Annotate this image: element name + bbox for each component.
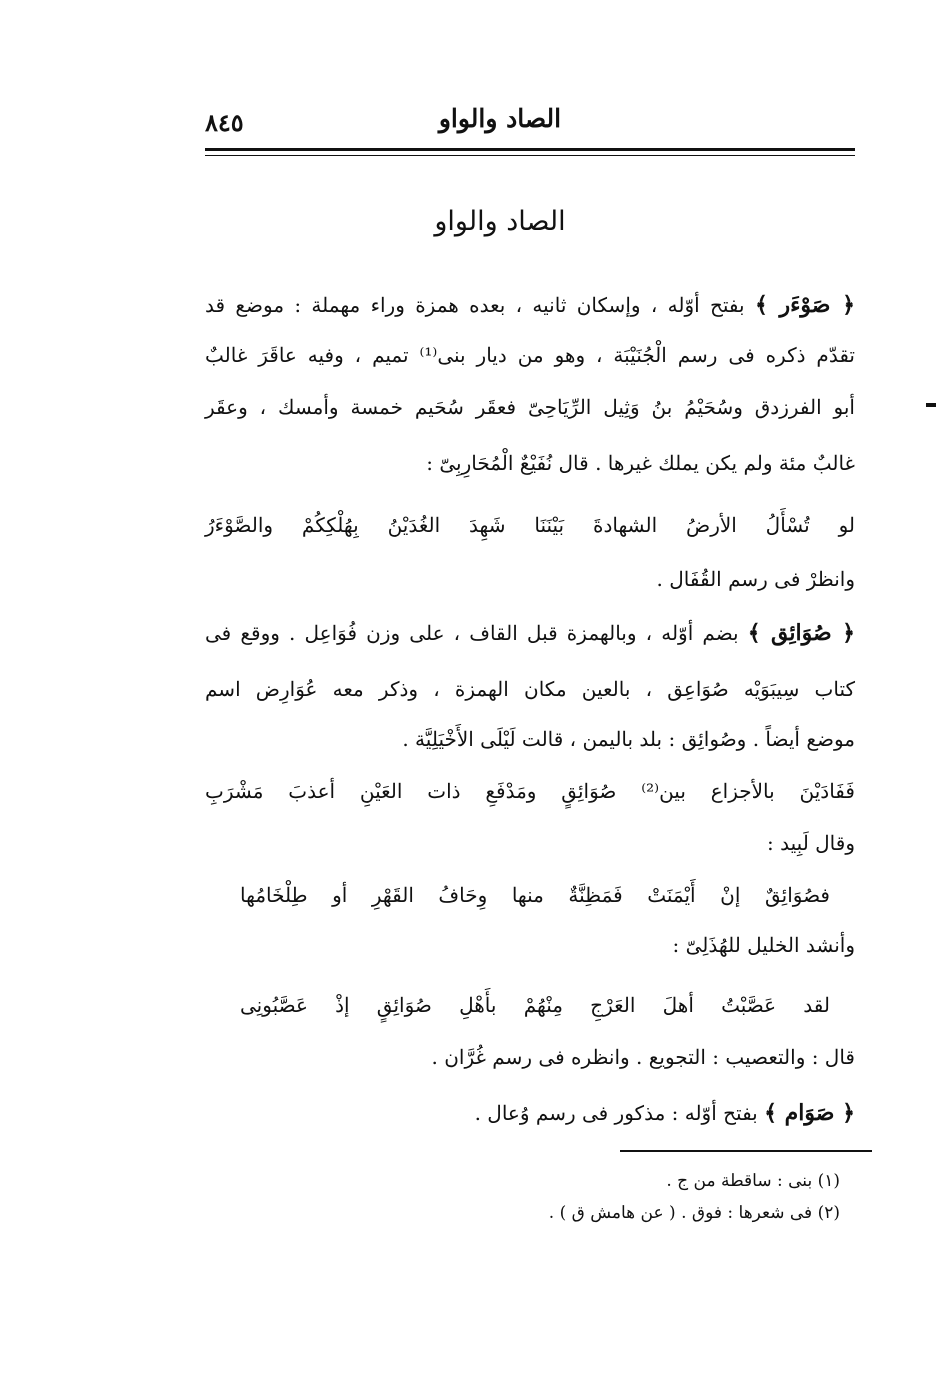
verse-line [205, 776, 855, 806]
line-text: فَفَادَيْنَ بالأجزاع بين⁽²⁾ صُوَائِقٍ ومَدْفَعِ ذات العَيْنِ أعذبَ مَشْرَبِ [205, 779, 855, 803]
page-number: ٨٤٥ [205, 108, 244, 137]
text-line [430, 1042, 855, 1072]
text-line [390, 448, 855, 478]
line-text: بفتح أوّله ، وإسكان ثانيه ، بعده همزة وراء مهملة : موضع قد [205, 293, 755, 317]
text-line [205, 618, 855, 648]
text-line [730, 828, 855, 858]
text-line [205, 290, 855, 320]
entry-headword: ﴿ صُوَائِق ﴾ [747, 620, 856, 646]
header-rule-thin [205, 155, 855, 156]
text-line [205, 340, 855, 370]
verse-line [240, 990, 830, 1020]
text-line [650, 930, 855, 960]
line-text: تقدّم ذكره فى رسم الْجُنَيْبَة ، وهو من ديار بنى⁽¹⁾ تميم ، وفيه عاقَرَ غالبٌ [205, 343, 856, 367]
line-text: وأنشد الخليل للهُذَلِىّ : [672, 933, 855, 957]
header-rule [205, 148, 855, 151]
text-line [640, 564, 855, 594]
line-text: فصُوَائِقٌ إنْ أَيْمَنَتْ فَمَظِنَّةٌ منها وِحَافُ القَهْرِ أو طِلْخَامُها [240, 883, 830, 907]
line-text: غالبٌ مئة ولم يكن يملك غيرها . قال نُفَيْعٌ الْمُحَارِبِىّ : [426, 451, 855, 475]
text-line [205, 392, 855, 422]
line-text: وقال لَبِيد : [767, 831, 855, 855]
verse-line [240, 880, 830, 910]
footnote: (١) بنى : ساقطة من ج . [666, 1171, 840, 1191]
text-line [205, 674, 855, 704]
verse-line [205, 510, 855, 540]
line-text: لقد عَصَّبْتُ أهلَ العَرْجِ مِنْهُمْ بأَهْلِ صُوَائِقٍ إذْ عَصَّبُونِى [240, 993, 830, 1017]
line-text: كتاب سِيبَوَيْه صُوَاعِق ، بالعين مكان الهمزة ، وذكر معه عُوَارِض اسم [205, 677, 855, 701]
running-header-title: الصاد والواو [438, 104, 562, 133]
section-title: الصاد والواو [434, 206, 566, 237]
line-text: بفتح أوّله : مذكور فى رسم وُعال . [474, 1101, 765, 1125]
entry-headword: ﴿ صَوْءَر ﴾ [754, 292, 855, 318]
footnote-rule [620, 1150, 872, 1152]
line-text: أبو الفرزدق وسُحَيْمُ بنُ وَثِيل الرِّيَاحِىّ فعقَر سُحَيم خمسة وأمسك ، وعقَر [205, 395, 855, 419]
line-text: بضم أوّله ، وبالهمزة قبل القاف ، على وزن فُوَاعِل . ووقع فى [205, 621, 748, 645]
margin-mark [926, 403, 936, 407]
footnote: (٢) فى شعرها : فوق . ( عن هامش ق ) . [548, 1203, 840, 1223]
line-text: موضع أيضاً . وصُوائِق : بلد باليمن ، قالت لَيْلَى الأَخْيَلِيَّة . [402, 727, 855, 751]
line-text: لو تُسْأَلُ الأرضُ الشهادةَ بَيْنَنَا شَهِدَ الغُدَيْنُ بِهُلْكِكُمْ والصَّوْءَرُ [205, 513, 855, 537]
line-text: وانظرْ فى رسم القُفَال . [656, 567, 855, 591]
text-line [355, 724, 855, 754]
text-line [455, 1098, 855, 1128]
entry-headword: ﴿ صَوَام ﴾ [764, 1100, 855, 1126]
line-text: قال : والتعصيب : التجويع . وانظره فى رسم غُرَّان . [431, 1045, 855, 1069]
